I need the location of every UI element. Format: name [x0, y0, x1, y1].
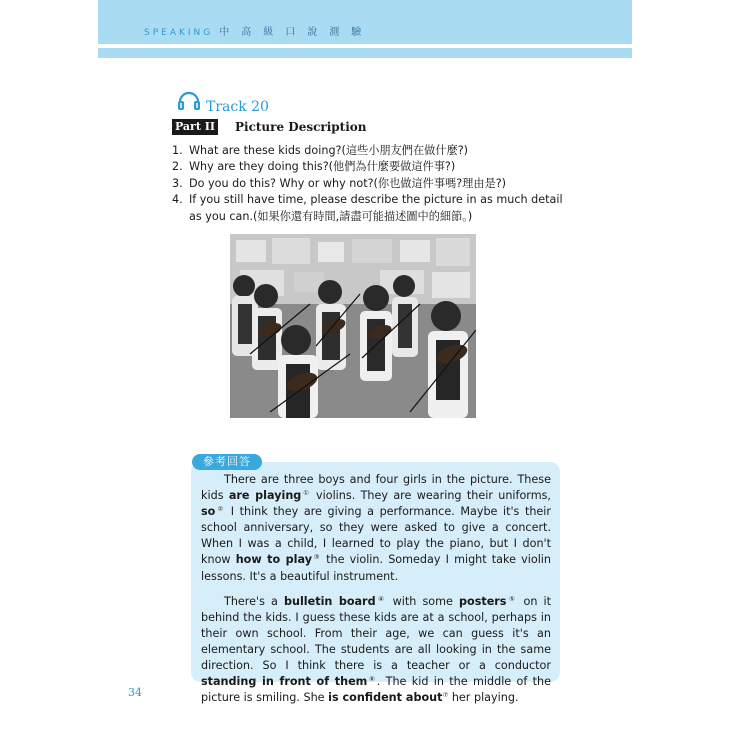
header-rule — [98, 48, 632, 58]
footnote-marker: ④ — [375, 594, 387, 603]
question-text: Do you do this? Why or why not?(你也做這件事嗎?理由是?) — [189, 176, 507, 190]
answer-paragraph-2 — [201, 594, 551, 707]
vocab-term: standing in front of them — [201, 675, 368, 689]
answer-text-span: . The kid in the middle of the picture is smiling. She — [201, 675, 552, 705]
part-title: Picture Description — [235, 120, 367, 134]
answer-text-span: violins. They are wearing their uniforms, — [310, 489, 551, 503]
question-item — [172, 176, 572, 192]
answer-text-span: on it behind the kids. I guess these kids are at a school, perhaps in their own school. From their age, we can guess it's an elementary school. The students are all looking in the same direction. So I think there is a teacher or a conductor — [201, 594, 552, 673]
question-item — [172, 159, 572, 175]
answer-tag: 參考回答 — [192, 454, 262, 470]
footnote-marker: ② — [215, 505, 226, 514]
footnote-marker: ⑤ — [506, 594, 518, 603]
answer-text-span: the violin. Someday I might take violin lessons. It's a beautiful instrument. — [201, 553, 552, 583]
answer-text-span: her playing. — [448, 691, 519, 705]
track-title: Track 20 — [206, 99, 269, 115]
vocab-term: is confident about — [328, 691, 443, 705]
answer-text-span: with some — [386, 594, 459, 608]
answer-text-span: I think they are giving a performance. Maybe it's their school anniversary, so they were asked to give a concert. When I was a child, I learned to play the piano, but I don't know — [201, 505, 552, 567]
header-title: 中高級口說測驗 — [219, 27, 374, 38]
headphones-icon — [176, 87, 202, 113]
question-text: What are these kids doing?(這些小朋友們在做什麼?) — [189, 144, 469, 157]
question-text: If you still have time, please describe the picture in as much detail as you can.(如果你還有時間,請盡可能描述圖中的細節。) — [189, 193, 563, 223]
question-number: 4. — [172, 193, 183, 207]
answer-text-span: There are three boys and four girls in the picture. These kids — [201, 473, 551, 503]
question-number: 2. — [172, 160, 183, 174]
children-violin-photo — [230, 234, 476, 418]
header-label: SPEAKING — [144, 28, 214, 38]
page-number: 34 — [128, 686, 142, 699]
answer-text-span: There's a — [224, 594, 284, 608]
vocab-term: are playing — [228, 489, 302, 503]
vocab-term: bulletin board — [284, 594, 376, 608]
footnote-marker: ⑦ — [442, 691, 449, 700]
running-header — [144, 23, 373, 38]
question-number: 3. — [172, 176, 183, 190]
question-item — [172, 143, 572, 159]
footnote-marker: ① — [301, 489, 311, 498]
answer-text — [201, 472, 551, 706]
vocab-term: posters — [459, 594, 507, 608]
footnote-marker: ⑥ — [367, 675, 377, 684]
question-text: Why are they doing this?(他們為什麼要做這件事?) — [189, 160, 456, 174]
question-list — [172, 143, 572, 225]
part-badge: Part II — [172, 119, 218, 135]
footnote-marker: ③ — [312, 553, 321, 562]
question-item — [172, 192, 572, 225]
question-number: 1. — [172, 144, 183, 157]
vocab-term: so — [201, 505, 216, 519]
vocab-term: how to play — [235, 553, 313, 567]
answer-paragraph-1 — [201, 472, 551, 585]
